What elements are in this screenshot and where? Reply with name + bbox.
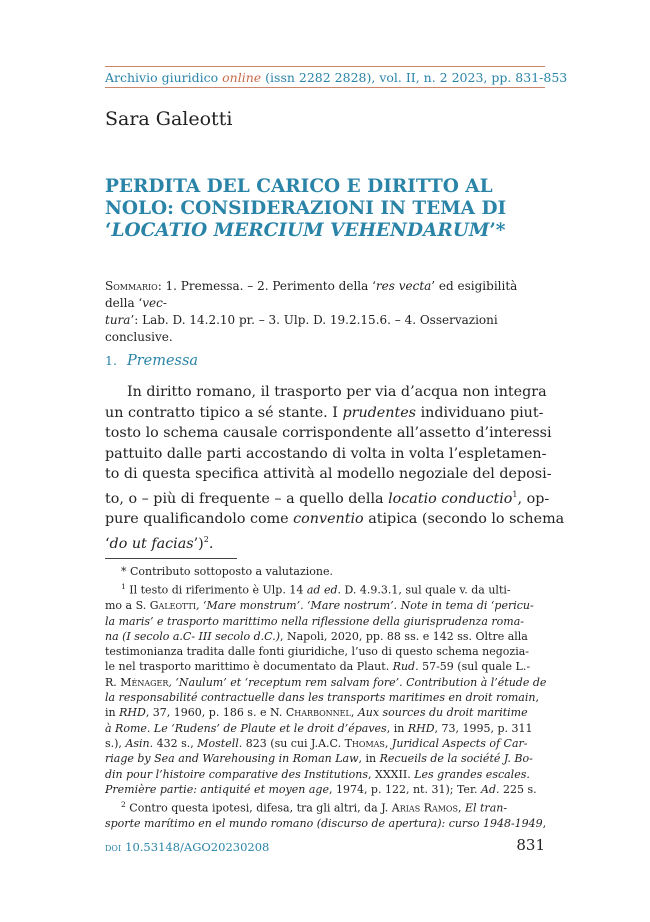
title-line-1: PERDITA DEL CARICO E DIRITTO AL <box>105 176 493 197</box>
footnote-2: $^2$ Contro questa ipotesi, difesa, tra gli altri, da J. Arias Ramos, El tran- <box>121 800 508 815</box>
summary: Sommario: 1. Premessa. – 2. Perimento della ‘res vecta’ ed esigibilità della ‘vec- tura’: Lab. D. 14.2.10 pr. – 3. Ulp. D. 19.2.15.6. – 4. Osservazioni conclusive. <box>105 279 518 344</box>
author-name: Sara Galeotti <box>105 108 233 130</box>
journal-header <box>105 70 568 85</box>
doi-label: doi <box>105 841 122 854</box>
footnote-line: à Rome. Le ‘Rudens’ de Plaute et le droit d’épaves, in RHD, 73, 1995, p. 311 <box>105 721 533 735</box>
footnote-line: s.), Asin. 432 s., Mostell. 823 (su cui J.A.C. Thomas, Juridical Aspects of Car- <box>105 736 528 750</box>
footnote-line: mo a S. Galeotti, ‘Mare monstrum’. ‘Mare nostrum’. Note in tema di ‘pericu- <box>105 599 534 613</box>
header-rule-bottom <box>105 87 545 88</box>
body-line: pure qualificandolo come conventio atipica (secondo lo schema <box>105 511 565 528</box>
footnote-line: R. Ménager, ‘Naulum’ et ‘receptum rem salvam fore’. Contribution à l’étude de <box>105 675 547 689</box>
footnote-star: * Contributo sottoposto a valutazione. <box>121 565 333 578</box>
footnote-line: sporte marítimo en el mundo romano (discurso de apertura): curso 1948-1949, <box>105 817 547 831</box>
body-line: tosto lo schema causale corrispondente all’assetto d’interessi <box>105 425 552 442</box>
footnote-ref-2[interactable]: 2 <box>203 534 209 544</box>
journal-details: (issn 2282 2828), vol. II, n. 2 2023, pp. 831-853 <box>265 70 568 85</box>
journal-online: online <box>222 70 262 85</box>
page-number: 831 <box>516 836 545 854</box>
footnote-line: le nel trasporto marittimo è documentato da Plaut. Rud. 57-59 (sul quale L.- <box>105 660 531 674</box>
section-heading <box>105 353 198 369</box>
footnote-ref-1[interactable]: 1 <box>512 489 518 499</box>
footnote-line: la responsabilité contractuelle dans les transports maritimes en droit romain, <box>105 691 539 705</box>
section-title: Premessa <box>126 353 199 369</box>
article-title <box>105 176 545 242</box>
body-paragraph <box>105 382 565 554</box>
body-line: un contratto tipico a sé stante. I prudentes individuano piut- <box>105 404 544 421</box>
body-line: to, o – più di frequente – a quello della locatio conductio$^1$, op- <box>105 489 550 507</box>
journal-name: Archivio giuridico <box>105 70 219 85</box>
doi <box>105 840 269 854</box>
body-line: pattuito dalle parti accostando di volta in volta l’espletamen- <box>105 445 547 462</box>
title-line-2: NOLO: CONSIDERAZIONI IN TEMA DI <box>105 198 507 219</box>
footnote-line: riage by Sea and Warehousing in Roman Law, in Recueils de la société J. Bo- <box>105 752 533 766</box>
footnote-line: na (I secolo a.C- III secolo d.C.), Napoli, 2020, pp. 88 ss. e 142 ss. Oltre alla <box>105 629 528 643</box>
section-number: 1. <box>105 353 117 368</box>
footnote-rule <box>105 558 237 559</box>
body-line: In diritto romano, il trasporto per via d’acqua non integra <box>127 384 547 400</box>
body-line: ‘do ut facias’)$^2$. <box>105 534 214 552</box>
header-rule-top <box>105 66 545 67</box>
doi-link[interactable]: 10.53148/AGO20230208 <box>125 840 270 854</box>
footnote-line: testimonianza tradita dalle fonti giuridiche, l’uso di questo schema negozia- <box>105 645 529 659</box>
footnote-line: din pour l’histoire comparative des Institutions, XXXII. Les grandes escales. <box>105 767 530 781</box>
body-line: to di questa specifica attività al modello negoziale del deposi- <box>105 466 552 483</box>
summary-label: Sommario <box>105 279 158 293</box>
footnote-line: la maris’ e trasporto marittimo nella riflessione della giurisprudenza roma- <box>105 614 524 628</box>
footnote-line: Première partie: antiquité et moyen age, 1974, p. 122, nt. 31); Ter. Ad. 225 s. <box>105 782 537 796</box>
footnote-line: in RHD, 37, 1960, p. 186 s. e N. Charbonnel, Aux sources du droit maritime <box>105 706 528 720</box>
title-line-3: ‘LOCATIO MERCIUM VEHENDARUM’* <box>105 220 506 241</box>
footnote-1: $^1$ Il testo di riferimento è Ulp. 14 ad ed. D. 4.9.3.1, sul quale v. da ulti- <box>121 582 511 597</box>
footnotes <box>105 564 545 831</box>
